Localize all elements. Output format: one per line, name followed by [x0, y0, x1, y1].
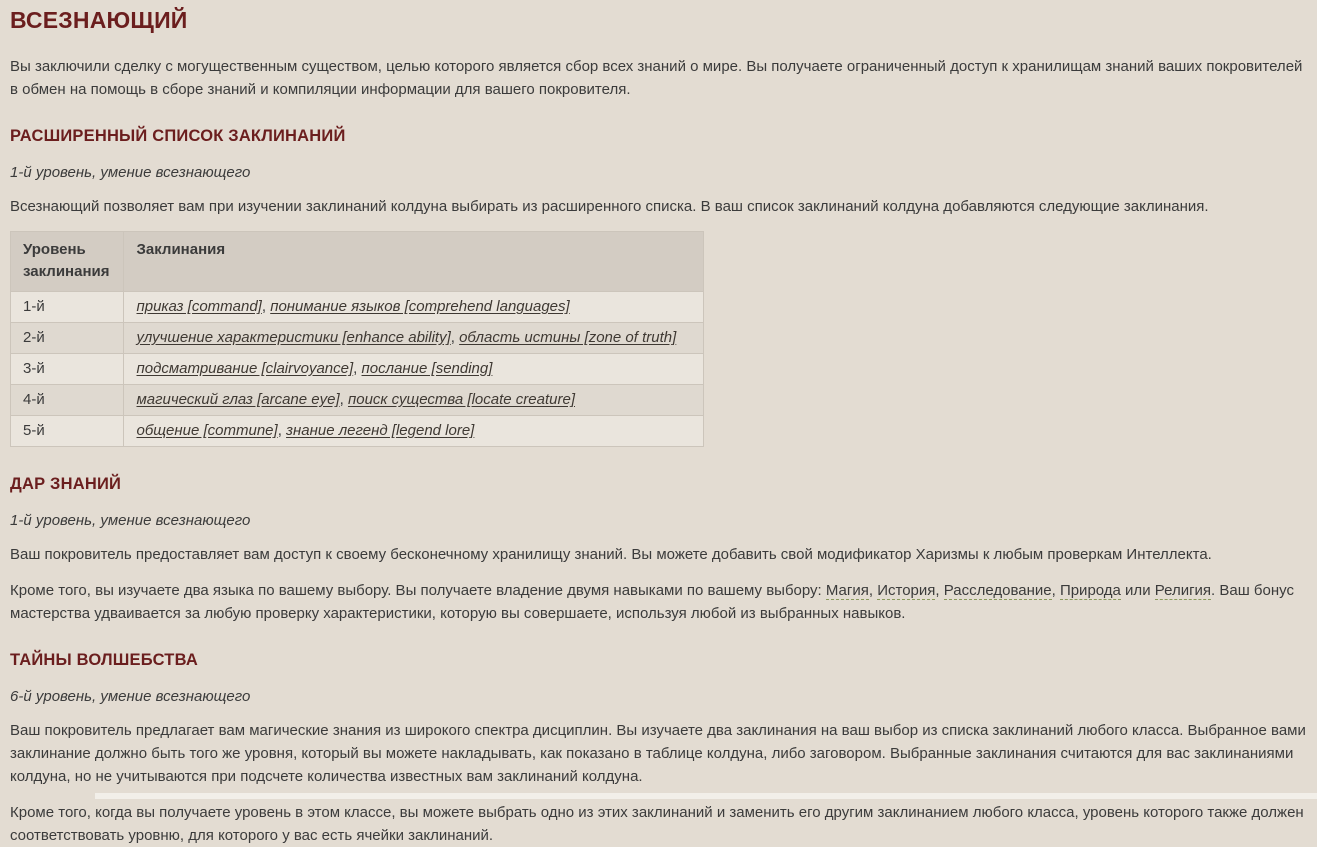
spell-link[interactable]: приказ [command] — [136, 298, 262, 315]
spells-cell — [124, 385, 704, 416]
separator: , — [339, 391, 348, 408]
skill-link-investigation[interactable]: Расследование — [943, 582, 1052, 599]
arcanum-paragraph-1: Ваш покровитель предлагает вам магические знания из широкого спектра дисциплин. Вы изучаете два заклинания на ваш выбор из списка заклинаний любого класса. Выбранное вами заклинание должно быть того же уровня, который вы можете накладывать, как показано в таблице колдуна, либо заговором. Выбранные заклинания считаются для вас заклинаниями колдуна, но не учитываются при подсчете количества известных вам заклинаний колдуна. — [10, 722, 1306, 785]
spells-cell — [124, 354, 704, 385]
separator: , — [277, 422, 287, 439]
gift-of-knowledge-paragraph-2 — [10, 579, 1307, 625]
spell-link[interactable]: общение [commune] — [136, 422, 278, 439]
spells-cell — [124, 292, 704, 323]
spell-link[interactable]: знание легенд [legend lore] — [286, 422, 475, 439]
spell-link[interactable]: послание [sending] — [361, 360, 493, 377]
bottom-edge-strip — [95, 793, 1317, 799]
separator: , — [353, 360, 362, 377]
spell-level-cell: 2-й — [11, 323, 124, 354]
table-row — [11, 385, 704, 416]
spell-link[interactable]: улучшение характеристики [enhance ability] — [136, 329, 451, 346]
text-before-skills: Кроме того, вы изучаете два языка по вашему выбору. Вы получаете владение двумя навыками по вашему выбору: — [10, 582, 826, 599]
skill-link-history[interactable]: История — [877, 582, 936, 599]
separator-or: или — [1120, 582, 1155, 599]
separator: , — [450, 329, 460, 346]
spells-cell — [124, 323, 704, 354]
skill-link-religion[interactable]: Религия — [1154, 582, 1212, 599]
spell-level-cell: 5-й — [11, 416, 124, 447]
separator: , — [1051, 582, 1060, 599]
spell-level-cell: 3-й — [11, 354, 124, 385]
period: . — [1211, 582, 1216, 599]
page-title: ВСЕЗНАЮЩИЙ — [10, 7, 188, 33]
spell-link[interactable]: подсматривание [clairvoyance] — [136, 360, 354, 377]
table-row — [11, 323, 704, 354]
section-expanded-spell-list — [10, 127, 1307, 447]
arcanum-subtitle: 6-й уровень, умение всезнающего — [10, 688, 251, 705]
expanded-spell-list-intro: Всезнающий позволяет вам при изучении заклинаний колдуна выбирать из расширенного списка. В ваш список заклинаний колдуна добавляются следующие заклинания. — [10, 198, 1209, 215]
separator: , — [261, 298, 271, 315]
spell-link[interactable]: область истины [zone of truth] — [459, 329, 677, 346]
section-arcanum — [10, 651, 1307, 847]
section-gift-of-knowledge — [10, 475, 1307, 625]
table-row — [11, 354, 704, 385]
expanded-spell-list-subtitle: 1-й уровень, умение всезнающего — [10, 164, 251, 181]
separator: , — [935, 582, 944, 599]
column-header-spell-level: Уровень заклинания — [11, 232, 124, 292]
spell-link[interactable]: магический глаз [arcane eye] — [136, 391, 340, 408]
gift-of-knowledge-heading: ДАР ЗНАНИЙ — [10, 475, 122, 493]
column-header-spells: Заклинания — [124, 232, 704, 292]
spell-level-cell: 4-й — [11, 385, 124, 416]
arcanum-heading: ТАЙНЫ ВОЛШЕБСТВА — [10, 651, 198, 669]
spells-cell — [124, 416, 704, 447]
article-page — [0, 7, 1317, 844]
table-header-row — [11, 232, 704, 292]
spell-level-cell: 1-й — [11, 292, 124, 323]
expanded-spell-list-heading: РАСШИРЕННЫЙ СПИСОК ЗАКЛИНАНИЙ — [10, 127, 346, 145]
expanded-spell-list-table — [10, 231, 704, 447]
spell-link[interactable]: понимание языков [comprehend languages] — [270, 298, 570, 315]
text-after-skills: Ваш бонус мастерства удваивается за любую проверку характеристики, которую вы совершаете, используя любой из выбранных навыков. — [10, 582, 1294, 622]
intro-paragraph: Вы заключили сделку с могущественным существом, целью которого является сбор всех знаний о мире. Вы получаете ограниченный доступ к хранилищам знаний ваших покровителей в обмен на помощь в сборе знаний и компиляции информации для вашего покровителя. — [10, 58, 1303, 98]
spell-link[interactable]: поиск существа [locate creature] — [347, 391, 575, 408]
gift-of-knowledge-subtitle: 1-й уровень, умение всезнающего — [10, 512, 251, 529]
separator: , — [868, 582, 878, 599]
table-row — [11, 292, 704, 323]
gift-of-knowledge-paragraph-1: Ваш покровитель предоставляет вам доступ к своему бесконечному хранилищу знаний. Вы можете добавить свой модификатор Харизмы к любым проверкам Интеллекта. — [10, 546, 1212, 563]
arcanum-paragraph-2: Кроме того, когда вы получаете уровень в этом классе, вы можете выбрать одно из этих заклинаний и заменить его другим заклинанием любого класса, уровень которого также должен соответствовать уровню, для которого у вас есть ячейки заклинаний. — [10, 804, 1304, 844]
table-row — [11, 416, 704, 447]
skill-link-nature[interactable]: Природа — [1059, 582, 1121, 599]
skill-link-arcana[interactable]: Магия — [825, 582, 869, 599]
